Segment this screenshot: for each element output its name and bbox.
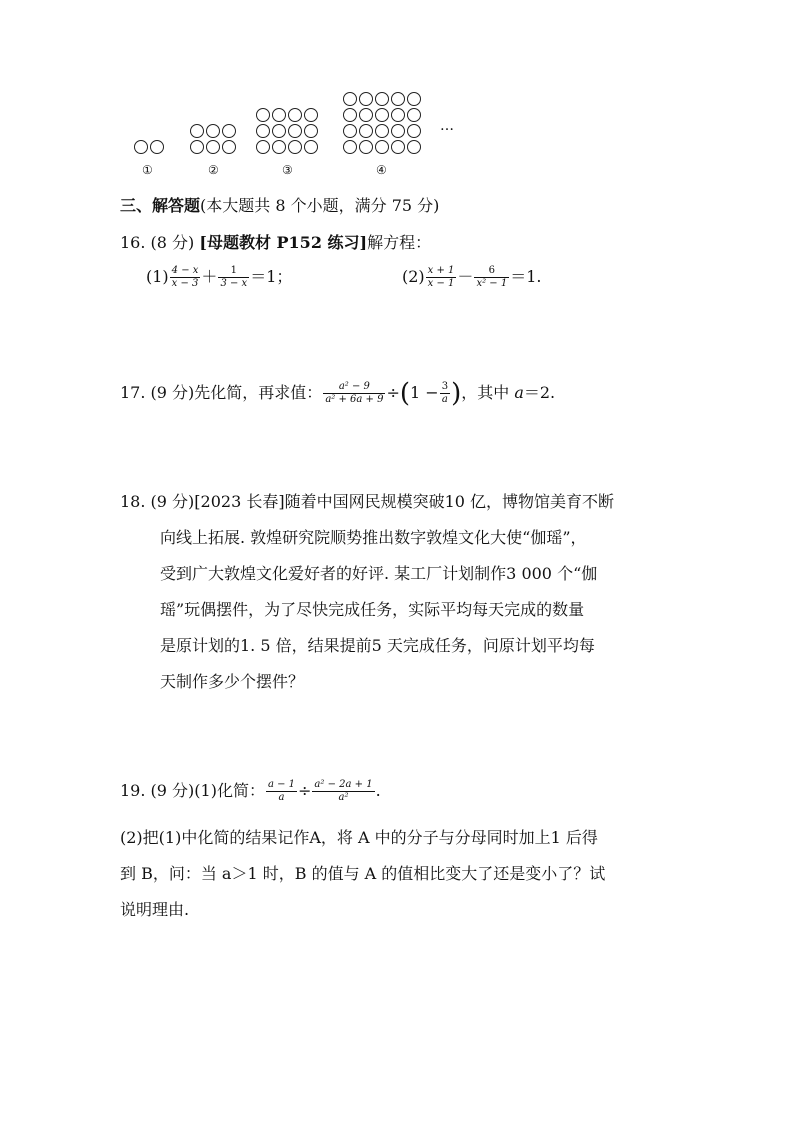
circle-figure-1	[150, 140, 164, 154]
circle-figure-3	[304, 108, 318, 122]
fraction-numerator: 6	[474, 265, 509, 278]
q16-p2-fraction-2	[474, 265, 509, 290]
fraction-numerator: x + 1	[427, 265, 455, 276]
q18-line-5: 是原计划的1. 5 倍，结果提前5 天完成任务，问原计划平均每	[160, 636, 595, 655]
circle-figure-3	[288, 108, 302, 122]
circle-figure-2	[206, 140, 220, 154]
circle-figure-3	[288, 124, 302, 138]
circle-figure-4	[407, 92, 421, 106]
circle-figure-4	[343, 140, 357, 154]
q16-p1-end: ＝1；	[250, 267, 293, 286]
figure-caption-1: ①	[142, 163, 153, 177]
fraction-denominator: 3 − x	[220, 278, 248, 289]
q16-text: 解方程：	[367, 233, 432, 252]
question-18	[120, 484, 614, 700]
circle-figure-4	[375, 108, 389, 122]
circle-figure-1	[134, 140, 148, 154]
q17-paren-close: )	[451, 378, 462, 409]
q19-number: 19. (9 分)(1)化简：	[120, 781, 265, 800]
q17-one-minus: 1 −	[410, 383, 439, 402]
q17-tail: ，其中	[461, 383, 515, 402]
circle-figure-3	[288, 140, 302, 154]
q17-text: 先化简，再求值：	[194, 383, 323, 402]
circle-figure-4	[407, 124, 421, 138]
section-heading-note: (本大题共 8 个小题，满分 75 分)	[200, 196, 440, 215]
q19-part2	[120, 820, 605, 928]
question-19	[120, 778, 381, 804]
fraction-denominator: a	[278, 792, 285, 803]
circle-figure-2	[206, 124, 220, 138]
circle-figure-4	[375, 140, 389, 154]
figure-ellipsis: …	[440, 118, 454, 134]
q16-p1-plus: ＋	[201, 267, 218, 286]
q16-p1-label: (1)	[146, 267, 169, 286]
circle-figure-2	[222, 124, 236, 138]
q18-line-4: 瑶”玩偶摆件，为了尽快完成任务，实际平均每天完成的数量	[160, 600, 585, 619]
q19-fraction-2	[312, 779, 374, 804]
figure-caption-4: ④	[376, 163, 387, 177]
circle-figure-3	[256, 140, 270, 154]
circle-figure-3	[272, 140, 286, 154]
circle-figure-3	[304, 124, 318, 138]
section-heading-title: 三、解答题	[120, 196, 201, 215]
q19-line-2: (2)把(1)中化简的结果记作A，将 A 中的分子与分母同时加上1 后得	[120, 828, 598, 847]
circle-figure-4	[359, 140, 373, 154]
q16-p2-minus: －	[457, 267, 474, 286]
circle-figure-4	[359, 124, 373, 138]
circle-figure-3	[272, 108, 286, 122]
circle-figure-4	[375, 92, 389, 106]
circle-figure-3	[272, 124, 286, 138]
circle-figure-4	[391, 140, 405, 154]
fraction-denominator: a²	[338, 792, 349, 803]
q19-line-3: 到 B，问：当 a＞1 时，B 的值与 A 的值相比变大了还是变小了？试	[120, 864, 606, 883]
q16-p2-end: ＝1.	[510, 267, 542, 286]
q17-divide: ÷	[386, 383, 400, 402]
fraction-denominator: x² − 1	[476, 278, 508, 289]
fraction-numerator: 3	[441, 381, 449, 392]
q16-part2	[402, 264, 541, 290]
circle-figure-2	[222, 140, 236, 154]
fraction-numerator: 4 − x	[171, 265, 199, 276]
q18-line-3: 受到广大敦煌文化爱好者的好评. 某工厂计划制作3 000 个“伽	[160, 564, 598, 583]
fraction-denominator: a	[441, 394, 448, 405]
q16-p2-label: (2)	[402, 267, 425, 286]
q19-line-4: 说明理由.	[120, 900, 190, 919]
q19-fraction-1	[266, 779, 297, 804]
circle-figure-2	[190, 140, 204, 154]
q18-line-1: 18. (9 分)[2023 长春]随着中国网民规模突破10 亿，博物馆美育不断	[120, 492, 615, 511]
q18-line-6: 天制作多少个摆件？	[160, 672, 305, 691]
circle-figure-4	[343, 92, 357, 106]
circle-figure-3	[256, 108, 270, 122]
question-17	[120, 378, 556, 409]
circle-figure-4	[391, 92, 405, 106]
circle-figure-4	[391, 108, 405, 122]
q17-number: 17. (9 分)	[120, 383, 195, 402]
fraction-numerator: a − 1	[267, 779, 296, 790]
circle-figure-4	[359, 108, 373, 122]
figure-caption-3: ③	[282, 163, 293, 177]
circle-figure-4	[407, 140, 421, 154]
q17-value: ＝2.	[523, 383, 556, 402]
fraction-denominator: x − 3	[171, 278, 199, 289]
question-16	[120, 230, 431, 253]
fraction-denominator: x − 1	[427, 278, 455, 289]
circle-figure-4	[343, 108, 357, 122]
q16-p1-fraction-2	[218, 265, 249, 290]
figure-caption-2: ②	[208, 163, 219, 177]
fraction-numerator: 1	[218, 265, 249, 278]
q16-number: 16. (8 分)	[120, 233, 200, 252]
circle-figure-4	[343, 124, 357, 138]
q17-variable: a	[514, 383, 524, 402]
section-heading	[120, 193, 439, 216]
circle-figure-3	[256, 124, 270, 138]
circle-figure-4	[375, 124, 389, 138]
fraction-numerator: a² − 9	[323, 381, 385, 394]
q16-part1	[146, 264, 292, 290]
q17-paren-open: (	[399, 378, 411, 409]
fraction-denominator: a² + 6a + 9	[325, 394, 384, 405]
circle-figure-4	[407, 108, 421, 122]
q16-p2-fraction-1	[426, 265, 457, 290]
q16-p1-fraction-1	[170, 265, 201, 290]
q19-divide: ÷	[298, 781, 312, 800]
q19-end: .	[375, 781, 381, 800]
q17-fraction-1	[323, 381, 385, 406]
circle-figure-3	[304, 140, 318, 154]
q16-tag: [母题教材 P152 练习]	[199, 233, 368, 252]
q17-fraction-2	[440, 381, 450, 406]
circle-figure-4	[391, 124, 405, 138]
fraction-numerator: a² − 2a + 1	[314, 779, 373, 790]
circle-figure-2	[190, 124, 204, 138]
q18-line-2: 向线上拓展. 敦煌研究院顺势推出数字敦煌文化大使“伽瑶”，	[160, 528, 587, 547]
circle-figure-4	[359, 92, 373, 106]
